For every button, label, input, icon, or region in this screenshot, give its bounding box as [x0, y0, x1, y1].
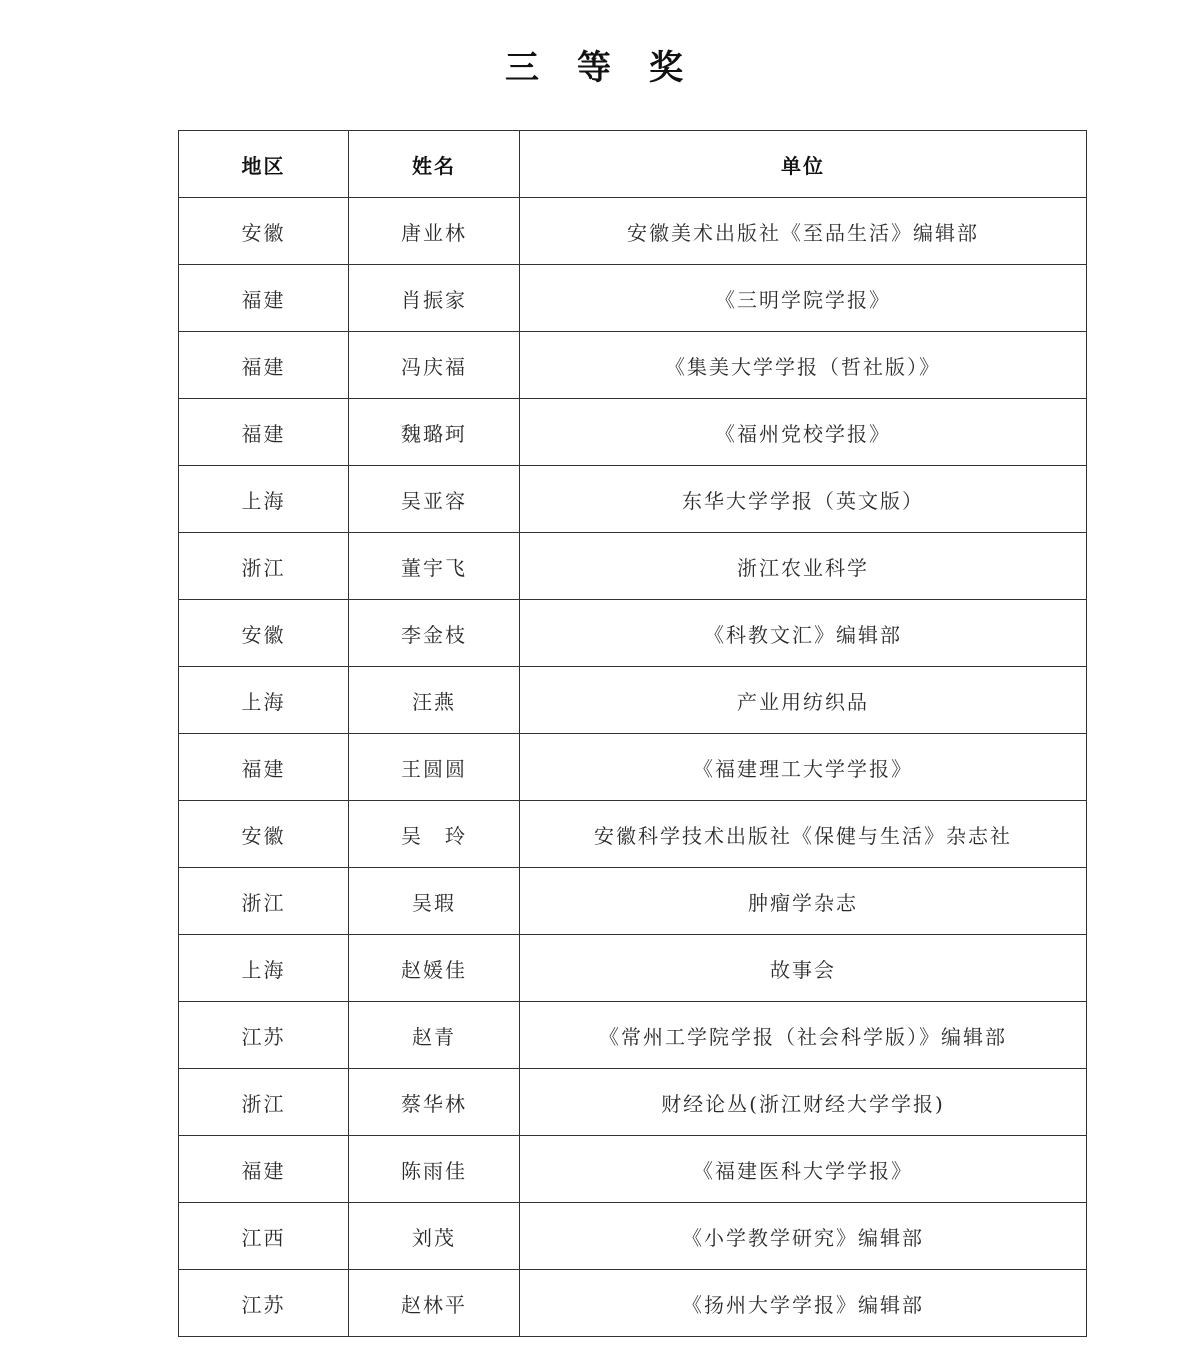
- table-row: [179, 1270, 1087, 1337]
- table-row: [179, 466, 1087, 533]
- region-cell: 浙江: [179, 1069, 349, 1136]
- table-row: [179, 600, 1087, 667]
- table-row: [179, 533, 1087, 600]
- region-cell: 江苏: [179, 1002, 349, 1069]
- unit-cell: 浙江农业科学: [520, 533, 1087, 600]
- name-cell: 赵林平: [349, 1270, 520, 1337]
- name-cell: 刘茂: [349, 1203, 520, 1270]
- unit-cell: 《集美大学学报（哲社版）》: [520, 332, 1087, 399]
- name-cell: 李金枝: [349, 600, 520, 667]
- table-header-row: [179, 131, 1087, 198]
- name-cell: 王圆圆: [349, 734, 520, 801]
- name-cell: 吴 玲: [349, 801, 520, 868]
- table-row: [179, 868, 1087, 935]
- name-cell: 蔡华林: [349, 1069, 520, 1136]
- unit-cell: 《小学教学研究》编辑部: [520, 1203, 1087, 1270]
- unit-cell: 《科教文汇》编辑部: [520, 600, 1087, 667]
- unit-cell: 财经论丛(浙江财经大学学报): [520, 1069, 1087, 1136]
- column-header-region: 地区: [179, 131, 349, 198]
- region-cell: 江西: [179, 1203, 349, 1270]
- table-row: [179, 935, 1087, 1002]
- region-cell: 福建: [179, 265, 349, 332]
- table-row: [179, 265, 1087, 332]
- name-cell: 赵青: [349, 1002, 520, 1069]
- region-cell: 浙江: [179, 868, 349, 935]
- unit-cell: 《扬州大学学报》编辑部: [520, 1270, 1087, 1337]
- unit-cell: 肿瘤学杂志: [520, 868, 1087, 935]
- table-row: [179, 399, 1087, 466]
- unit-cell: 《福建理工大学学报》: [520, 734, 1087, 801]
- table-row: [179, 1002, 1087, 1069]
- name-cell: 肖振家: [349, 265, 520, 332]
- table-row: [179, 801, 1087, 868]
- name-cell: 吴瑕: [349, 868, 520, 935]
- name-cell: 陈雨佳: [349, 1136, 520, 1203]
- name-cell: 汪燕: [349, 667, 520, 734]
- name-cell: 冯庆福: [349, 332, 520, 399]
- unit-cell: 《三明学院学报》: [520, 265, 1087, 332]
- name-cell: 赵媛佳: [349, 935, 520, 1002]
- region-cell: 福建: [179, 1136, 349, 1203]
- table-row: [179, 1069, 1087, 1136]
- region-cell: 福建: [179, 734, 349, 801]
- unit-cell: 故事会: [520, 935, 1087, 1002]
- region-cell: 江苏: [179, 1270, 349, 1337]
- region-cell: 浙江: [179, 533, 349, 600]
- region-cell: 上海: [179, 667, 349, 734]
- unit-cell: 《福建医科大学学报》: [520, 1136, 1087, 1203]
- unit-cell: 安徽科学技术出版社《保健与生活》杂志社: [520, 801, 1087, 868]
- table-row: [179, 667, 1087, 734]
- region-cell: 福建: [179, 332, 349, 399]
- name-cell: 董宇飞: [349, 533, 520, 600]
- unit-cell: 产业用纺织品: [520, 667, 1087, 734]
- name-cell: 魏璐珂: [349, 399, 520, 466]
- table-row: [179, 198, 1087, 265]
- unit-cell: 《常州工学院学报（社会科学版）》编辑部: [520, 1002, 1087, 1069]
- table-row: [179, 734, 1087, 801]
- region-cell: 安徽: [179, 198, 349, 265]
- table-row: [179, 1203, 1087, 1270]
- unit-cell: 安徽美术出版社《至品生活》编辑部: [520, 198, 1087, 265]
- table-row: [179, 332, 1087, 399]
- page-title: 三 等 奖: [505, 48, 685, 88]
- column-header-unit: 单位: [520, 131, 1087, 198]
- award-table: [178, 130, 1087, 1337]
- unit-cell: 东华大学学报（英文版）: [520, 466, 1087, 533]
- region-cell: 上海: [179, 466, 349, 533]
- region-cell: 安徽: [179, 600, 349, 667]
- region-cell: 上海: [179, 935, 349, 1002]
- column-header-name: 姓名: [349, 131, 520, 198]
- unit-cell: 《福州党校学报》: [520, 399, 1087, 466]
- name-cell: 吴亚容: [349, 466, 520, 533]
- name-cell: 唐业林: [349, 198, 520, 265]
- region-cell: 福建: [179, 399, 349, 466]
- table-row: [179, 1136, 1087, 1203]
- region-cell: 安徽: [179, 801, 349, 868]
